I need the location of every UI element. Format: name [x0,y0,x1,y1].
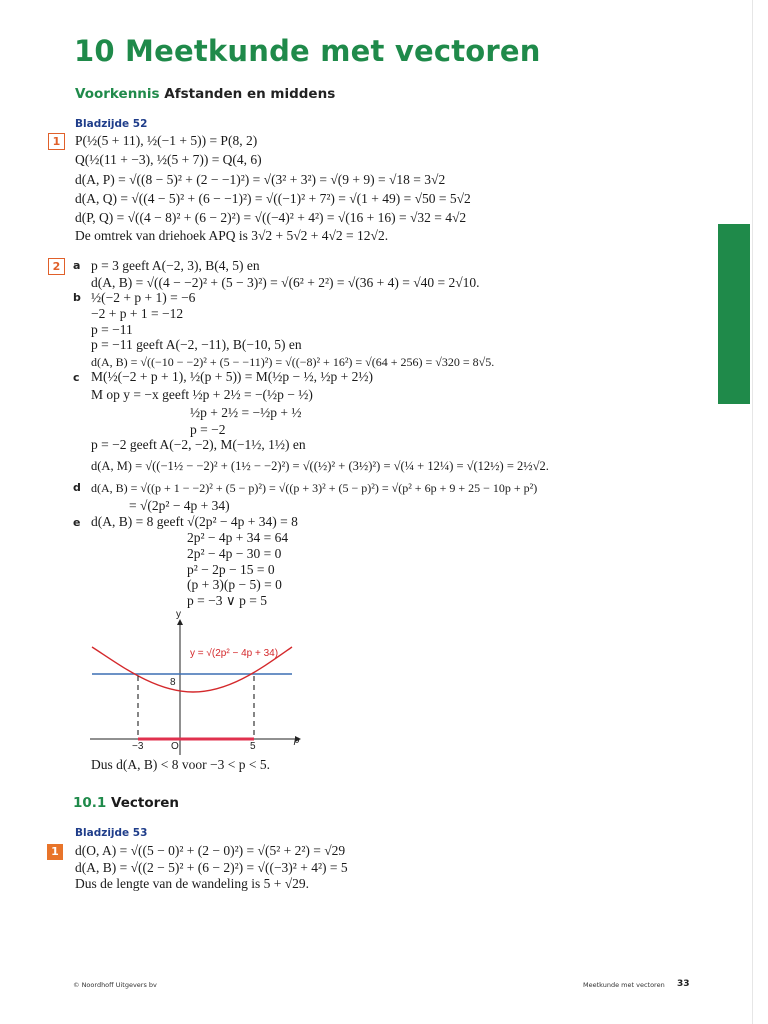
y-value-label: 8 [170,677,176,688]
tick-right-label: 5 [250,741,256,752]
b3-line-3: Dus de lengte van de wandeling is 5 + √29. [75,876,309,891]
b2-line: −2 + p + 1 = −12 [91,306,184,321]
subheading-prefix: Voorkennis [75,86,160,102]
b2-line: d(A, B) = 8 geeft √(2p² − 4p + 34) = 8 [91,514,298,529]
page-label-52: Bladzijde 52 [75,118,148,130]
conclusion-line: Dus d(A, B) < 8 voor −3 < p < 5. [91,757,270,772]
b2-line: d(A, B) = √((4 − −2)² + (5 − 3)²) = √(6² + 2²) = √(36 + 4) = √40 = 2√10. [91,275,480,290]
b3-line-1: d(O, A) = √((5 − 0)² + (2 − 0)²) = √(5² + 2²) = √29 [75,843,346,858]
section-title: Vectoren [111,795,180,811]
part-letter: b [73,291,81,304]
part-letter: a [73,259,81,272]
b2-line: M op y = −x geeft ½p + 2½ = −(½p − ½) [91,387,313,402]
subheading [75,86,335,102]
b1-line-3: d(A, P) = √((8 − 5)² + (2 − −1)²) = √(3² + 3²) = √(9 + 9) = √18 = 3√2 [75,172,446,187]
part-letter: d [73,481,81,494]
b2-line: d(A, M) = √((−1½ − −2)² + (1½ − −2)²) = √((½)² + (3½)²) = √(¼ + 12¼) = √(12½) = 2½√2. [91,459,549,473]
b2-line: M(½(−2 + p + 1), ½(p + 5)) = M(½p − ½, ½p + 2½) [91,369,374,384]
exercise-number-box: 2 [48,258,65,275]
b2-line: 2p² − 4p + 34 = 64 [187,530,289,545]
b1-line-5: d(P, Q) = √((4 − 8)² + (6 − 2)²) = √((−4)² + 4²) = √(16 + 16) = √32 = 4√2 [75,210,467,225]
section-number: 10.1 [73,795,107,811]
b1-line-1: P(½(5 + 11), ½(−1 + 5)) = P(8, 2) [75,133,258,148]
b2-line: p² − 2p − 15 = 0 [187,562,275,577]
b2-line: p = −2 [190,422,226,437]
b2-line: p = 3 geeft A(−2, 3), B(4, 5) en [91,258,260,273]
footer-chapter: Meetkunde met vectoren [583,981,665,989]
parabola-graph [80,610,310,755]
b2-line: p = −3 ∨ p = 5 [187,593,267,608]
part-letter: e [73,516,81,529]
y-axis-label: y [176,610,181,620]
origin-label: O [171,741,179,752]
footer-copyright: © Noordhoff Uitgevers bv [73,981,157,989]
subheading-text: Afstanden en middens [164,86,336,102]
b3-line-2: d(A, B) = √((2 − 5)² + (6 − 2)²) = √((−3)² + 4²) = 5 [75,860,348,875]
b2-line: d(A, B) = √((−10 − −2)² + (5 − −11)²) = √((−8)² + 16²) = √(64 + 256) = √320 = 8√5. [91,355,495,369]
b2-line: = √(2p² − 4p + 34) [129,498,230,513]
b2-line: (p + 3)(p − 5) = 0 [187,577,282,592]
b2-line: p = −11 geeft A(−2, −11), B(−10, 5) en [91,337,302,352]
exercise-number-filled: 1 [47,844,63,860]
b2-line: ½p + 2½ = −½p + ½ [190,405,302,420]
b2-line: d(A, B) = √((p + 1 − −2)² + (5 − p)²) = √((p + 3)² + (5 − p)²) = √(p² + 6p + 9 + 25 − 10p + p²) [91,481,538,495]
page-edge-line [752,0,753,1024]
x-axis-label: p [294,735,300,746]
exercise-number-box: 1 [48,133,65,150]
b1-line-4: d(A, Q) = √((4 − 5)² + (6 − −1)²) = √((−1)² + 7²) = √(1 + 49) = √50 = 5√2 [75,191,471,206]
b2-line: p = −11 [91,322,133,337]
chapter-side-tab [718,224,750,404]
part-letter: c [73,371,80,384]
section-heading [73,795,179,811]
b2-line: p = −2 geeft A(−2, −2), M(−1½, 1½) en [91,437,306,452]
b2-line: 2p² − 4p − 30 = 0 [187,546,282,561]
page-label-53: Bladzijde 53 [75,827,148,839]
footer-page-number: 33 [677,979,690,989]
curve-label: y = √(2p² − 4p + 34) [190,648,279,659]
b1-line-6: De omtrek van driehoek APQ is 3√2 + 5√2 + 4√2 = 12√2. [75,228,389,243]
tick-left-label: −3 [132,741,144,752]
b1-line-2: Q(½(11 + −3), ½(5 + 7)) = Q(4, 6) [75,152,262,167]
b2-line: ½(−2 + p + 1) = −6 [91,290,196,305]
page-title: 10 Meetkunde met vectoren [74,34,541,68]
